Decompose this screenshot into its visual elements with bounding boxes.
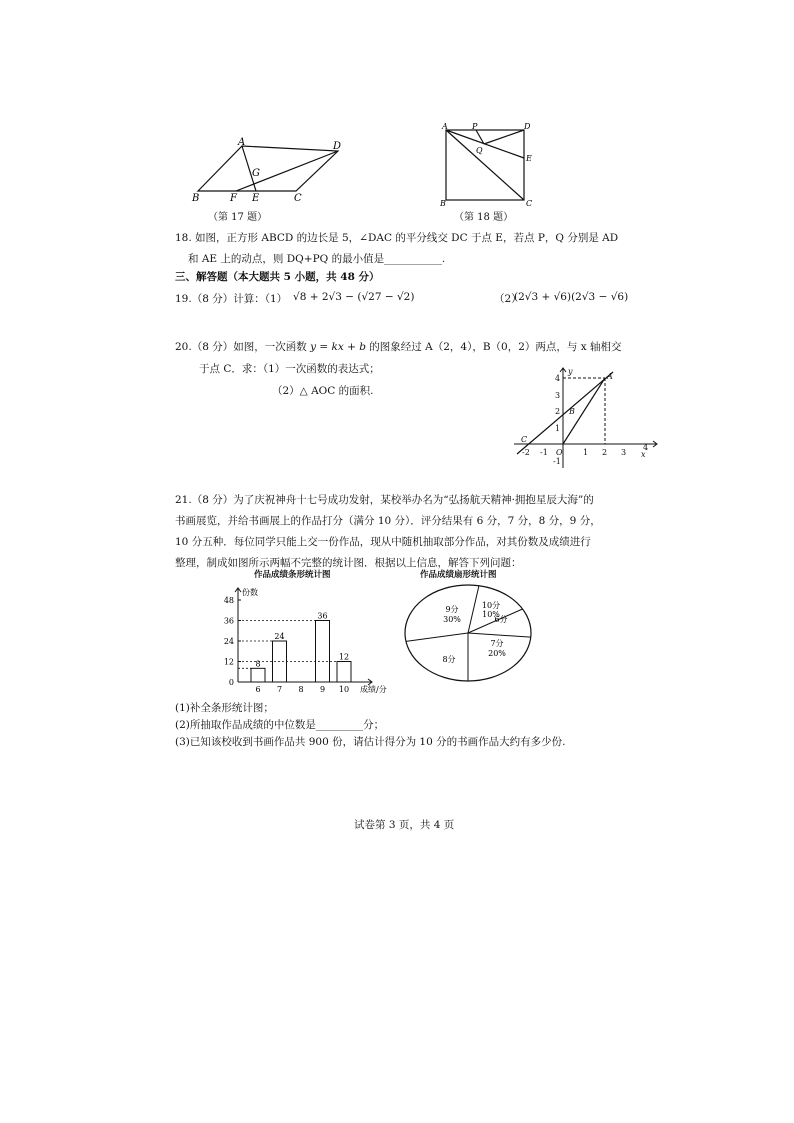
graph-x-tick: -1 xyxy=(540,448,548,457)
pie-slice-label: 6分 xyxy=(494,615,508,624)
bar-data-label: 36 xyxy=(317,611,328,621)
fig17-caption: （第 17 题） xyxy=(208,212,268,223)
graph-label-b: B xyxy=(569,407,575,416)
bar-y-tick: 0 xyxy=(228,678,234,687)
q21-line-3: 10 分五种．每位同学只能上交一份作品，现从中随机抽取部分作品，对其份数及成绩进行 xyxy=(175,536,591,548)
fig18-label-d: D xyxy=(524,122,531,131)
q21-line-2: 书画展览，并给书画展上的作品打分（满分 10 分）．评分结果有 6 分，7 分，8 分，9 分， xyxy=(175,515,601,527)
figure-17 xyxy=(190,134,350,208)
bar-10 xyxy=(337,662,351,683)
fig18-label-e: E xyxy=(526,154,532,163)
pie-chart xyxy=(402,582,534,684)
graph-y-tick: 2 xyxy=(555,407,561,416)
q20-line-1-a: 20.（8 分）如图，一次函数 xyxy=(175,341,311,353)
graph-label-y: y xyxy=(568,367,573,376)
q21-line-1: 21.（8 分）为了庆祝神舟十七号成功发射，某校举办名为“弘扬航天精神·拥抱星辰大海”的 xyxy=(175,494,594,506)
fig18-label-p: P xyxy=(472,122,478,131)
fig17-label-f: F xyxy=(230,193,237,204)
q19-label: 19.（8 分）计算：（1） xyxy=(175,293,288,305)
q19-expression-2: (2√3 + √6)(2√3 − √6) xyxy=(514,291,629,303)
bar-x-tick: 10 xyxy=(338,685,350,694)
figure-18 xyxy=(440,122,540,206)
graph-x-tick: -2 xyxy=(522,448,530,457)
graph-label-a: A xyxy=(607,372,613,381)
bar-y-tick: 12 xyxy=(223,657,234,667)
q20-coordinate-graph xyxy=(509,364,664,474)
bar-chart xyxy=(218,582,402,700)
page-footer: 试卷第 3 页，共 4 页 xyxy=(354,819,455,831)
bar-9 xyxy=(316,621,330,683)
fig18-label-a: A xyxy=(442,122,448,131)
graph-y-tick: -1 xyxy=(553,457,561,466)
pie-slice-label: 10分 xyxy=(481,601,501,610)
pie-chart-title: 作品成绩扇形统计图 xyxy=(420,570,497,580)
graph-x-tick: 2 xyxy=(602,448,608,457)
bar-y-tick: 48 xyxy=(223,596,234,605)
pie-slice-percent: 20% xyxy=(488,649,506,658)
graph-label-o: O xyxy=(556,448,563,457)
bar-chart-title: 作品成绩条形统计图 xyxy=(254,570,331,580)
pie-slice-label: 8分 xyxy=(442,655,456,664)
fig17-label-b: B xyxy=(192,193,200,204)
bar-y-label: 份数 xyxy=(242,588,258,597)
q20-line-3: （2）△ AOC 的面积. xyxy=(272,385,374,397)
parallelogram-abcd xyxy=(198,146,338,191)
graph-x-tick: 1 xyxy=(583,448,589,457)
fig18-label-c: C xyxy=(526,199,533,206)
q21-sub-1: (1)补全条形统计图； xyxy=(175,702,274,714)
pie-slice-label: 9分 xyxy=(445,605,459,614)
bar-data-label: 12 xyxy=(338,652,350,662)
fig18-caption: （第 18 题） xyxy=(454,212,514,223)
bar-x-tick: 8 xyxy=(298,685,304,694)
q20-line-1-b: 的图象经过 A（2，4），B（0，2）两点，与 x 轴相交 xyxy=(365,341,622,353)
fig17-label-d: D xyxy=(333,141,342,152)
fig18-label-q: Q xyxy=(476,146,483,155)
bar-y-tick: 36 xyxy=(223,616,234,626)
graph-x-tick: 3 xyxy=(621,448,627,457)
bar-data-label: 24 xyxy=(274,632,285,641)
q20-function: y = kx + b xyxy=(310,341,366,353)
q19-part-2-label: （2） xyxy=(494,293,522,305)
pie-slice-percent: 10% xyxy=(482,610,500,619)
fig17-label-e: E xyxy=(252,193,260,204)
bar-data-label: 8 xyxy=(255,659,261,669)
q18-line-2: 和 AE 上的动点，则 DQ+PQ 的最小值是___________. xyxy=(188,253,446,265)
q21-sub-3: (3)已知该校收到书画作品共 900 份，请估计得分为 10 分的书画作品大约有多少份. xyxy=(175,736,566,748)
bar-x-label: 成绩/分 xyxy=(360,685,387,694)
graph-label-c: C xyxy=(521,435,528,444)
graph-y-tick: 3 xyxy=(555,391,561,400)
bar-x-tick: 7 xyxy=(276,685,283,694)
section-3-title: 三、解答题（本大题共 5 小题，共 48 分） xyxy=(175,271,380,283)
fig17-label-c: C xyxy=(294,193,302,204)
bar-6 xyxy=(251,668,265,682)
fig17-label-a: A xyxy=(238,137,246,148)
bar-y-tick: 24 xyxy=(223,637,234,646)
fig18-label-b: B xyxy=(440,199,446,206)
bar-x-tick: 9 xyxy=(319,685,326,694)
q20-line-1 xyxy=(175,339,622,354)
graph-label-x: x xyxy=(641,450,646,459)
q19-expression-1: √8 + 2√3 − (√27 − √2) xyxy=(293,291,415,303)
q18-line-1: 18. 如图，正方形 ABCD 的边长是 5，∠DAC 的平分线交 DC 于点 E，若点 P，Q 分别是 AD xyxy=(175,232,619,244)
q20-line-2: 于点 C．求：（1）一次函数的表达式； xyxy=(199,363,380,375)
q21-sub-2: (2)所抽取作品成绩的中位数是_________分； xyxy=(175,719,385,731)
pie-slice-percent: 30% xyxy=(443,615,461,624)
fig17-label-g: G xyxy=(252,168,260,179)
pie-slice-label: 7分 xyxy=(490,639,504,648)
bar-x-tick: 6 xyxy=(255,685,261,694)
graph-y-tick: 1 xyxy=(555,424,561,433)
graph-y-tick: 4 xyxy=(555,374,561,383)
q21-line-4: 整理，制成如图所示两幅不完整的统计图．根据以上信息，解答下列问题： xyxy=(175,557,522,569)
graph-x-tick: 4 xyxy=(643,443,649,452)
